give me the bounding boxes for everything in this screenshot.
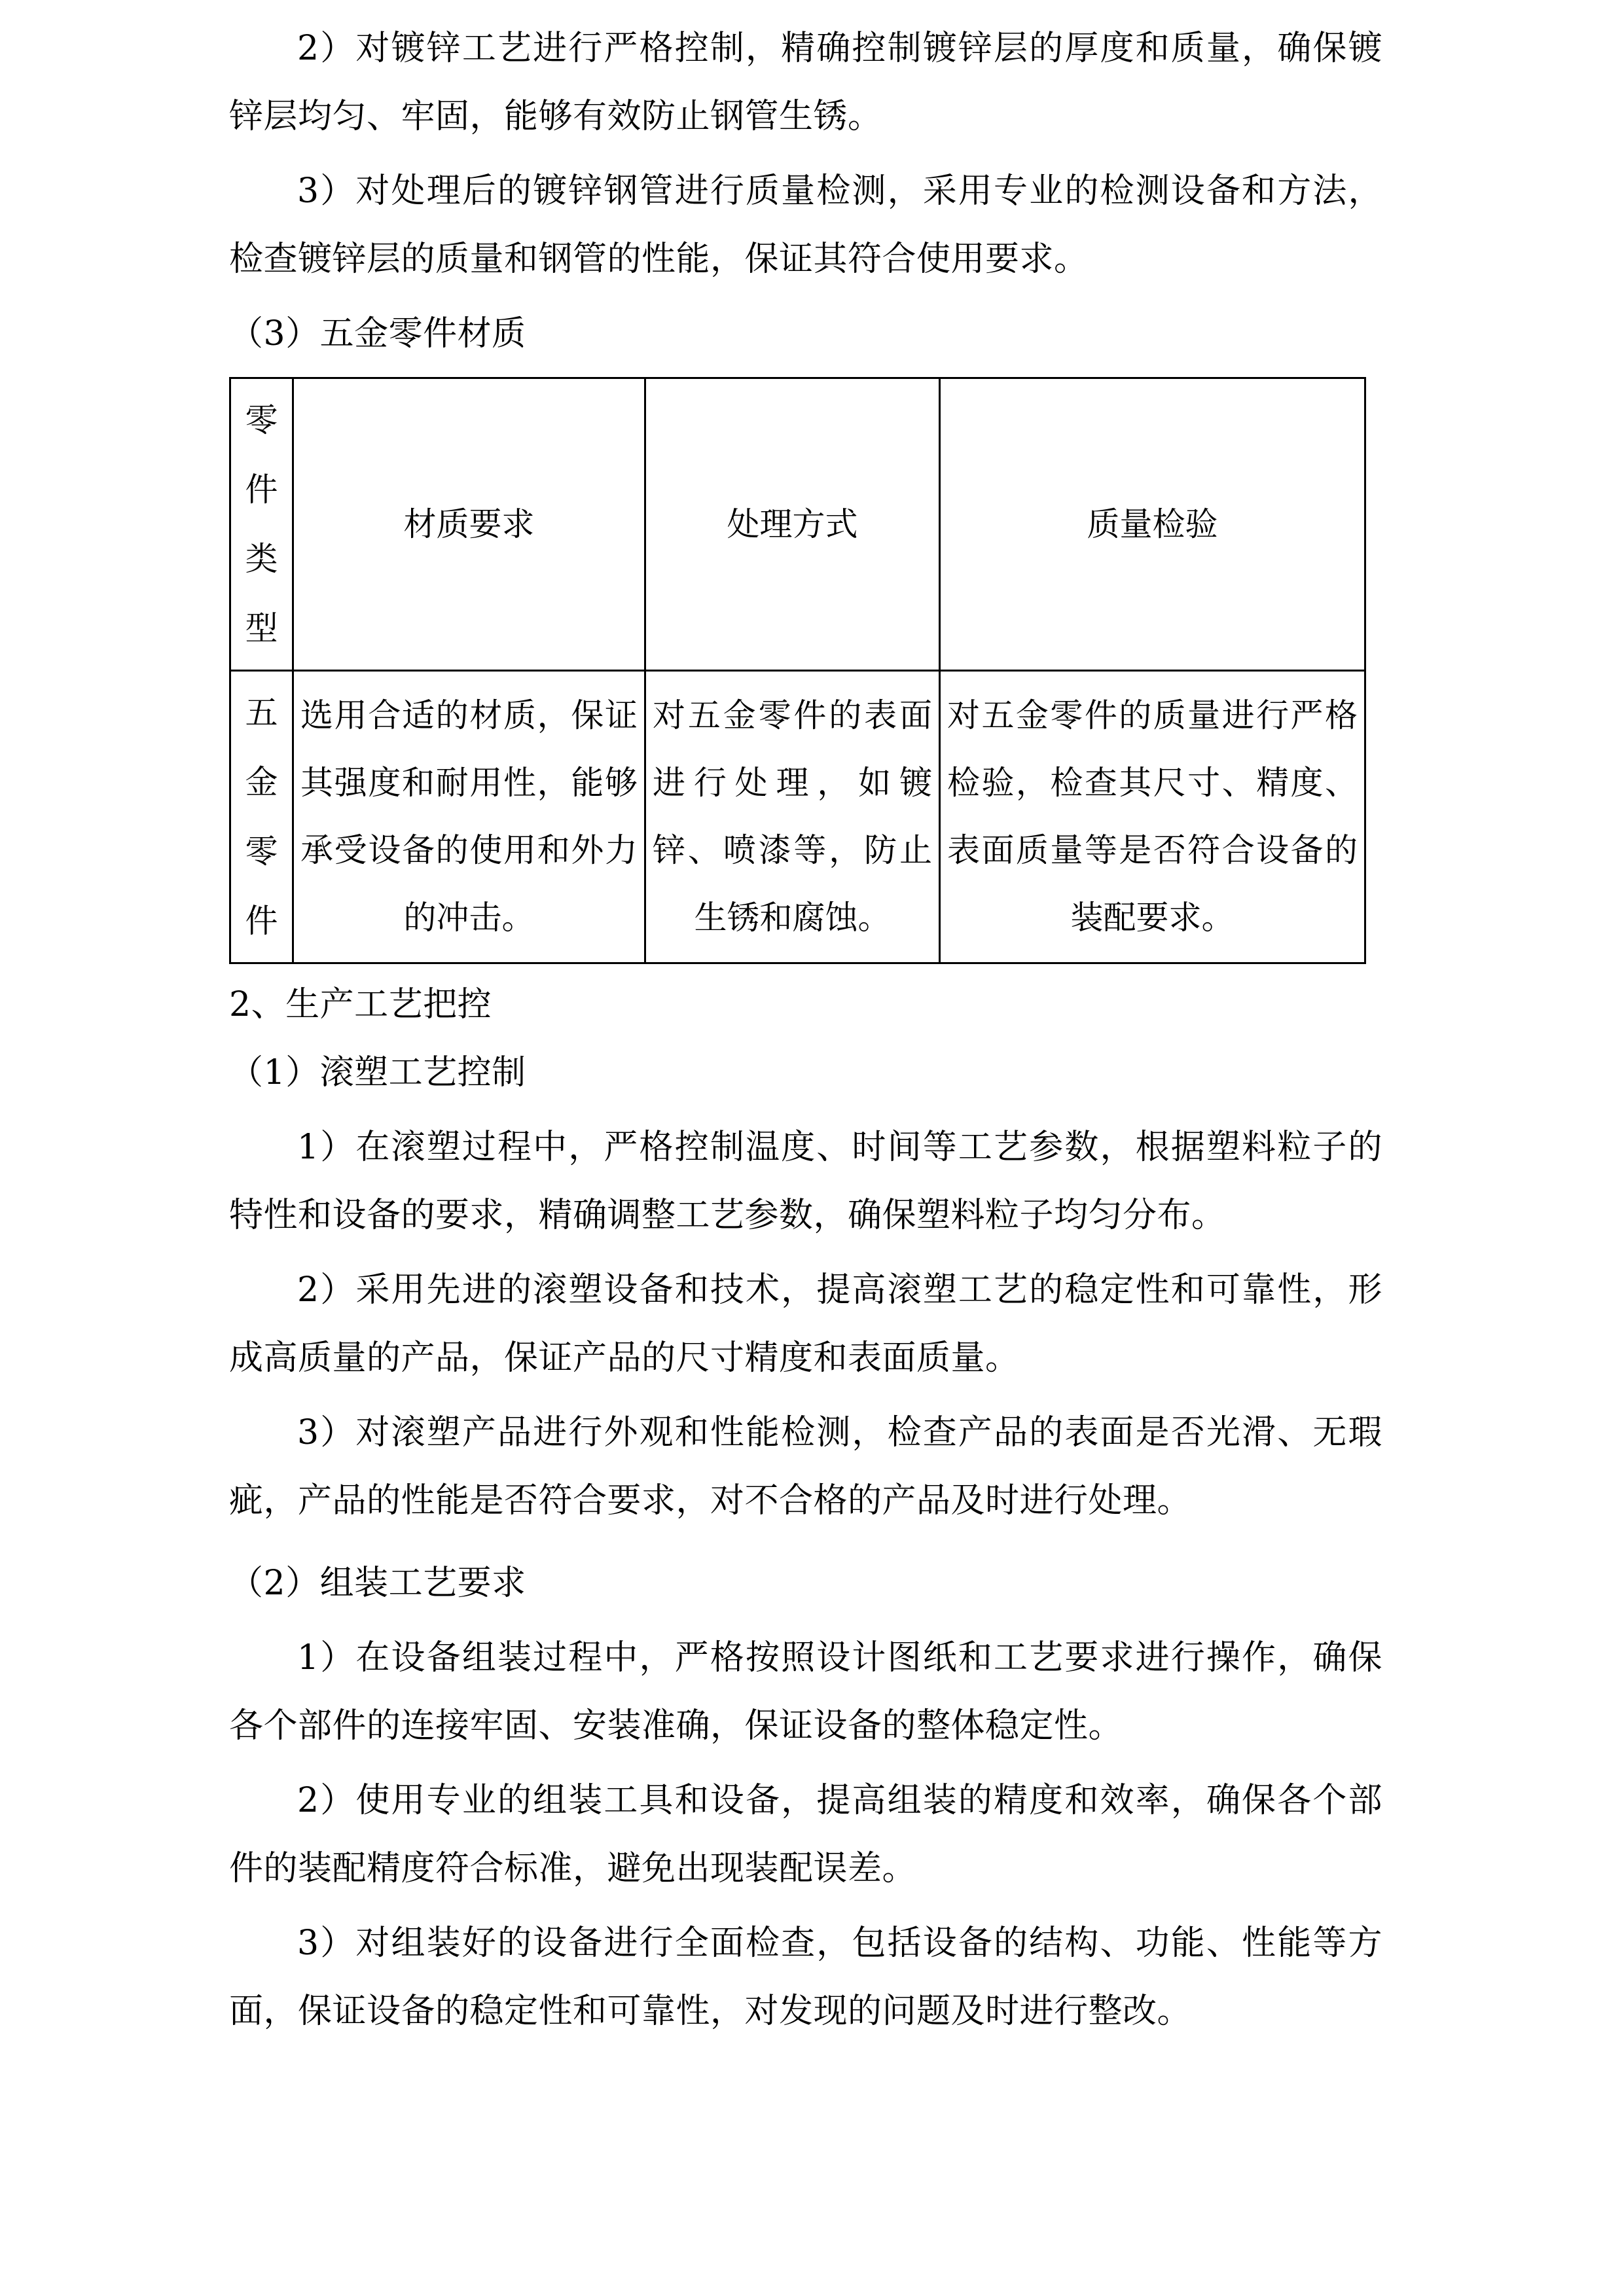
heading-rotomolding-process-control: （1）滚塑工艺控制 xyxy=(229,1053,526,1092)
table-cell-material-requirement xyxy=(293,671,645,963)
table-cell-part-type xyxy=(230,671,293,963)
table-cell-treatment-method xyxy=(645,671,940,963)
table-header-label-material-requirement: 材质要求 xyxy=(403,505,535,543)
table-cell-value-material-requirement: 选用合适的材质，保证其强度和耐用性，能够承受设备的使用和外力的冲击。 xyxy=(300,696,638,937)
paragraph-advanced-rotomolding-equipment: 2）采用先进的滚塑设备和技术，提高滚塑工艺的稳定性和可靠性，形成高质量的产品，保证产品的尺寸精度和表面质量。 xyxy=(229,1270,1382,1378)
table-header-label-part-type: 零 件 类 型 xyxy=(245,401,278,647)
table-header-label-quality-inspection: 质量检验 xyxy=(1087,505,1218,543)
table-header-cell-treatment-method xyxy=(645,378,940,671)
paragraph-galvanized-pipe-inspection: 3）对处理后的镀锌钢管进行质量检测，采用专业的检测设备和方法，检查镀锌层的质量和钢管的性能，保证其符合使用要求。 xyxy=(229,171,1382,279)
table-header-cell-part-type xyxy=(230,378,293,671)
page-content xyxy=(229,0,1382,2045)
table-cell-value-part-type: 五 金 零 件 xyxy=(245,694,278,940)
paragraph-assembly-drawings-compliance: 1）在设备组装过程中，严格按照设计图纸和工艺要求进行操作，确保各个部件的连接牢固、安装准确，保证设备的整体稳定性。 xyxy=(229,1638,1382,1746)
paragraph-galvanizing-process-control: 2）对镀锌工艺进行严格控制，精确控制镀锌层的厚度和质量，确保镀锌层均匀、牢固，能够有效防止钢管生锈。 xyxy=(229,29,1382,136)
table-header-cell-quality-inspection xyxy=(940,378,1365,671)
spacer-9 xyxy=(229,1903,1382,1909)
paragraph-rotomolding-product-inspection: 3）对滚塑产品进行外观和性能检测，检查产品的表面是否光滑、无瑕疵，产品的性能是否符合要求，对不合格的产品及时进行处理。 xyxy=(229,1413,1382,1520)
hardware-material-table xyxy=(229,377,1366,964)
heading-assembly-process-requirements: （2）组装工艺要求 xyxy=(229,1564,526,1603)
table-header-row xyxy=(230,378,1365,671)
table-cell-value-quality-inspection: 对五金零件的质量进行严格检验，检查其尺寸、精度、表面质量等是否符合设备的装配要求。 xyxy=(947,696,1358,937)
spacer-2 xyxy=(229,293,1382,300)
paragraph-assembled-equipment-inspection: 3）对组装好的设备进行全面检查，包括设备的结构、功能、性能等方面，保证设备的稳定性和可靠性，对发现的问题及时进行整改。 xyxy=(229,1924,1382,2031)
table-header-cell-material-requirement xyxy=(293,378,645,671)
table-row xyxy=(230,671,1365,963)
table-header-label-treatment-method: 处理方式 xyxy=(727,505,858,543)
spacer-3 xyxy=(229,1107,1382,1113)
spacer-6 xyxy=(229,1535,1382,1549)
table-cell-quality-inspection xyxy=(940,671,1365,963)
heading-production-process-control: 2、生产工艺把控 xyxy=(229,985,492,1024)
spacer-4 xyxy=(229,1249,1382,1256)
hardware-material-table-wrapper xyxy=(229,377,1364,964)
heading-hardware-parts-material: （3）五金零件材质 xyxy=(229,314,526,353)
paragraph-professional-assembly-tools: 2）使用专业的组装工具和设备，提高组装的精度和效率，确保各个部件的装配精度符合标准，避免出现装配误差。 xyxy=(229,1781,1382,1888)
table-cell-value-treatment-method: 对五金零件的表面进行处理，如镀锌、喷漆等，防止生锈和腐蚀。 xyxy=(653,696,932,937)
spacer-7 xyxy=(229,1617,1382,1624)
spacer-8 xyxy=(229,1760,1382,1767)
spacer-1 xyxy=(229,151,1382,157)
spacer-5 xyxy=(229,1392,1382,1399)
top-spacer xyxy=(229,0,1382,14)
paragraph-rotomolding-parameters: 1）在滚塑过程中，严格控制温度、时间等工艺参数，根据塑料粒子的特性和设备的要求，精确调整工艺参数，确保塑料粒子均匀分布。 xyxy=(229,1128,1382,1235)
